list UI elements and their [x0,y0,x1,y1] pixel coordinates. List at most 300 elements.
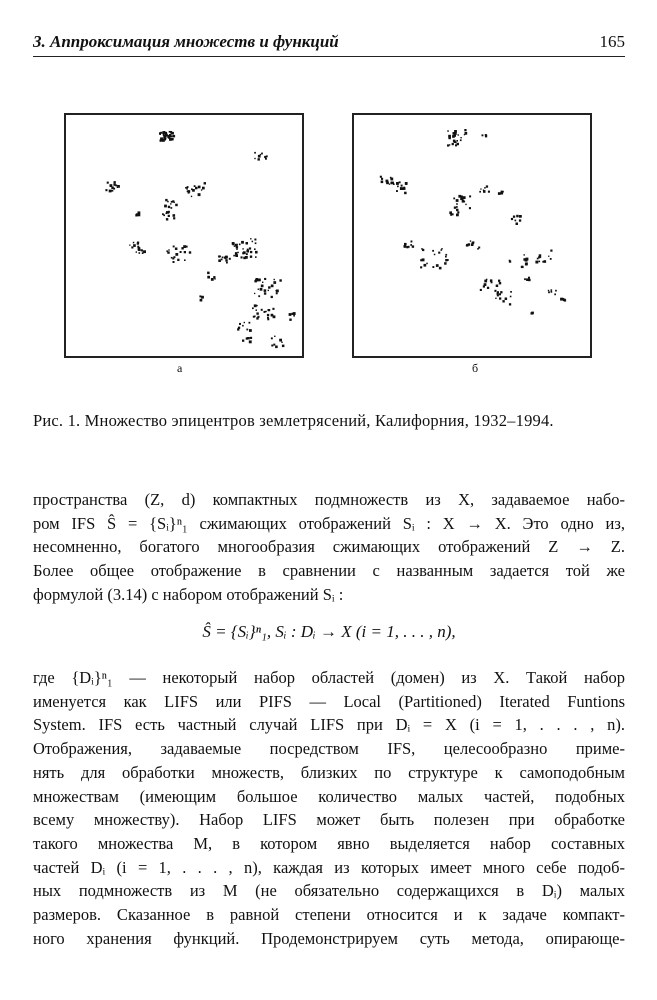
epicenter-dot [436,264,439,267]
epicenter-dot [498,192,501,195]
epicenter-dot [265,311,266,312]
epicenter-dot [516,223,519,226]
epicenter-dot [207,272,210,275]
epicenter-dot [535,261,538,264]
epicenter-dot [271,285,274,288]
epicenter-dot [225,259,227,261]
epicenter-dot [457,211,459,213]
epicenter-dot [247,337,249,339]
epicenter-dot [389,184,390,185]
epicenter-dot [195,187,198,190]
epicenter-dot [109,190,112,193]
epicenter-dot [165,134,168,137]
epicenter-dot [239,323,241,325]
epicenter-dot [214,278,215,279]
epicenter-dot [204,182,206,184]
epicenter-dot [183,245,186,248]
epicenter-dot [184,251,186,253]
running-header [33,30,625,58]
epicenter-dot [226,262,228,264]
epicenter-dot [509,303,511,305]
text-line: формулой (3.14) с набором отображений Sᵢ : [33,584,344,604]
header-rule [33,56,625,57]
epicenter-dot [468,243,471,246]
epicenter-dot [548,291,550,293]
epicenter-dot [450,214,452,216]
epicenter-dot [484,280,487,283]
epicenter-dot [192,189,195,192]
epicenter-dot [456,214,459,217]
epicenter-dot [246,253,248,255]
epicenter-dot [505,298,508,301]
epicenter-dot [497,294,499,296]
epicenter-dot [550,250,552,252]
epicenter-dot [254,293,255,294]
epicenter-dot [254,158,255,159]
epicenter-dot [249,340,252,343]
epicenter-dot [110,184,113,187]
epicenter-dot [274,279,275,280]
epicenter-dot [551,289,553,291]
epicenter-dot [252,307,254,309]
epicenter-dot [456,203,458,205]
epicenter-dot [420,259,422,261]
epicenter-dot [279,279,281,281]
epicenter-dot [261,153,263,155]
epicenter-dot [412,245,414,247]
epicenter-dot [218,259,221,262]
epicenter-dot [199,295,201,297]
epicenter-dot [267,318,269,320]
epicenter-dot [177,259,179,261]
epicenter-dot [393,183,395,185]
epicenter-dot [232,243,234,245]
epicenter-dot [548,256,549,257]
epicenter-dot [466,245,468,247]
epicenter-dot [471,243,474,246]
epicenter-dot [531,312,533,314]
epicenter-dot [424,264,427,267]
epicenter-dot [225,256,228,259]
epicenter-dot [260,288,263,291]
epicenter-dot [254,316,256,318]
epicenter-dot [252,241,254,243]
epicenter-dot [548,290,549,291]
epicenter-dot [163,133,165,135]
epicenter-dot [250,337,252,339]
epicenter-dot [189,251,191,253]
scatter-plot-a [66,115,302,356]
epicenter-dot [386,180,389,183]
epicenter-dot [160,134,161,135]
epicenter-dot [137,242,139,244]
epicenter-dot [465,204,466,205]
epicenter-dot [173,246,175,248]
epicenter-dot [139,249,141,251]
epicenter-dot [524,254,525,255]
epicenter-dot [497,292,499,294]
epicenter-dot [441,249,443,251]
epicenter-dot [478,247,480,249]
epicenter-dot [464,201,465,202]
epicenter-dot [482,134,484,136]
epicenter-dot [255,242,257,244]
epicenter-dot [188,190,191,193]
epicenter-dot [279,339,282,342]
epicenter-dot [169,134,171,136]
epicenter-dot [458,195,461,198]
epicenter-dot [173,256,175,258]
epicenter-dot [105,189,107,191]
epicenter-dot [554,294,556,296]
epicenter-dot [510,296,512,298]
epicenter-dot [470,240,471,241]
text-line: ных подмножеств из M (не обязательно содержащихся в Dᵢ) малых [33,881,625,901]
epicenter-dot [275,290,276,291]
epicenter-dot [242,340,244,342]
epicenter-dot [271,296,273,298]
epicenter-dot [256,317,258,319]
epicenter-dot [447,144,449,146]
epicenter-dot [265,158,267,160]
epicenter-dot [460,137,461,138]
epicenter-dot [495,298,496,299]
text-line: нять для обработки множеств, близких по структуре к самоподобным [33,762,625,782]
epicenter-dot [420,266,422,268]
epicenter-dot [221,259,223,261]
epicenter-dot [201,296,204,299]
epicenter-dot [275,346,278,349]
epicenter-dot [261,285,264,288]
epicenter-dot [520,215,522,217]
epicenter-dot [139,252,141,254]
epicenter-dot [268,290,269,291]
epicenter-dot [521,266,523,268]
epicenter-dot [447,259,449,261]
epicenter-dot [246,256,247,257]
epicenter-dot [185,187,187,189]
epicenter-dot [136,213,138,215]
epicenter-dot [168,206,170,208]
figure-panel-b [352,113,592,358]
epicenter-dot [246,250,249,253]
epicenter-dot [218,255,220,257]
epicenter-dot [173,261,175,263]
epicenter-dot [234,246,235,247]
epicenter-dot [237,328,239,330]
epicenter-dot [272,308,274,310]
epicenter-dot [500,291,502,293]
epicenter-dot [242,325,244,327]
epicenter-dot [411,241,413,243]
epicenter-dot [170,131,172,133]
epicenter-dot [444,262,447,265]
epicenter-dot [229,258,231,260]
epicenter-dot [405,182,408,185]
epicenter-dot [274,336,275,337]
epicenter-dot [187,186,189,188]
epicenter-dot [406,246,408,248]
epicenter-dot [401,188,403,190]
epicenter-dot [480,289,482,291]
epicenter-dot [516,215,519,218]
epicenter-dot [464,134,465,135]
epicenter-dot [455,144,457,146]
text-line: именуется как LIFS или PIFS — Local (Partitioned) Iterated Funtions [33,691,625,711]
epicenter-dot [510,291,512,293]
epicenter-dot [441,248,442,249]
epicenter-dot [264,311,266,313]
epicenter-dot [551,291,553,293]
epicenter-dot [256,312,258,314]
epicenter-dot [515,220,517,222]
text-line: Более общее отображение в сравнении с названным задается той же [33,561,625,581]
epicenter-dot [289,319,291,321]
epicenter-dot [258,155,261,158]
epicenter-dot [235,254,238,257]
epicenter-dot [480,188,481,189]
epicenter-dot [404,192,407,195]
epicenter-dot [487,287,489,289]
epicenter-dot [107,182,109,184]
epicenter-dot [513,216,515,218]
epicenter-dot [456,206,458,208]
epicenter-dot [483,191,485,193]
epicenter-dot [180,251,182,253]
epicenter-dot [255,251,258,254]
epicenter-dot [167,201,169,203]
epicenter-dot [460,198,462,200]
epicenter-dot [542,261,544,263]
epicenter-dot [498,280,500,282]
epicenter-dot [525,263,528,266]
epicenter-dot [262,282,263,283]
epicenter-dot [273,344,275,346]
epicenter-dot [264,289,267,292]
epicenter-dot [129,245,130,246]
epicenter-dot [453,140,456,143]
epicenter-dot [235,252,237,254]
epicenter-dot [390,178,393,181]
epicenter-dot [249,322,251,324]
epicenter-dot [194,185,196,187]
epicenter-dot [242,252,244,254]
paragraph-2 [33,666,625,950]
epicenter-dot [173,135,176,138]
epicenter-dot [273,281,276,284]
epicenter-dot [246,242,249,245]
epicenter-dot [432,266,434,268]
epicenter-dot [168,249,169,250]
epicenter-dot [258,289,259,290]
epicenter-dot [246,329,248,331]
epicenter-dot [282,345,285,348]
epicenter-dot [293,315,295,317]
epicenter-dot [136,251,137,252]
figure-caption: Рис. 1. Множество эпицентров землетрясений, Калифорния, 1932–1994. [33,411,554,430]
epicenter-dot [244,322,245,323]
epicenter-dot [453,198,455,200]
epicenter-dot [491,281,493,283]
epicenter-dot [426,263,428,265]
epicenter-dot [445,256,447,258]
epicenter-dot [201,189,202,190]
epicenter-dot [256,309,258,311]
epicenter-dot [380,176,382,178]
epicenter-dot [117,187,118,188]
epicenter-dot [258,295,260,297]
epicenter-dot [456,140,458,142]
epicenter-dot [163,214,165,216]
epicenter-dot [115,185,117,187]
epicenter-dot [453,135,454,136]
text-line: множествам (имеющим большое количество малых частей, подобных [33,786,625,806]
epicenter-dot [236,246,238,248]
epicenter-dot [250,256,252,258]
epicenter-dot [114,181,116,183]
epicenter-dot [264,292,266,294]
text-line: всему множеству). Набор LIFS может быть полезен при обработке [33,810,625,830]
epicenter-dot [211,278,214,281]
epicenter-dot [161,139,163,141]
epicenter-dot [175,253,178,256]
epicenter-dot [255,256,257,258]
epicenter-dot [499,297,501,299]
epicenter-dot [239,244,241,246]
epicenter-dot [447,130,449,132]
epicenter-dot [237,252,239,254]
epicenter-dot [381,181,384,184]
epicenter-dot [142,252,144,254]
epicenter-dot [562,298,564,300]
epicenter-dot [236,244,238,246]
page-number: 165 [599,32,625,51]
epicenter-dot [555,290,557,292]
epicenter-dot [281,342,282,343]
epicenter-dot [267,314,269,316]
epicenter-dot [222,257,224,259]
epicenter-dot [396,182,399,185]
epicenter-dot [456,199,459,202]
text-line: пространства (Z, d) компактных подмножеств из X, задаваемое набо- [33,490,625,509]
epicenter-dot [539,254,542,256]
epicenter-dot [163,135,165,137]
text-line: ного хранения функций. Продемонстрируем суть метода, опирающе- [33,928,625,948]
epicenter-dot [133,244,136,247]
epicenter-dot [112,190,114,192]
scatter-plot-b [354,115,590,356]
epicenter-dot [198,186,201,189]
epicenter-dot [526,258,529,261]
epicenter-dot [421,248,423,250]
figure-panel-a [64,113,304,358]
epicenter-dot [499,293,501,295]
paragraph-1 [33,488,625,607]
epicenter-dot [464,129,466,131]
epicenter-dot [164,205,167,208]
epicenter-dot [511,218,513,220]
epicenter-dot [261,309,263,311]
epicenter-dot [439,267,442,270]
epicenter-dot [171,138,173,140]
epicenter-dot [241,256,243,258]
epicenter-dot [139,212,140,213]
epicenter-dot [133,242,135,244]
epicenter-dot [452,143,454,145]
epicenter-dot [469,195,471,197]
epicenter-dot [254,304,257,307]
epicenter-dot [550,258,552,260]
epicenter-dot [254,239,256,241]
epicenter-dot [175,204,178,207]
epicenter-dot [254,152,256,154]
epicenter-dot [483,285,485,287]
epicenter-dot [460,139,462,141]
epicenter-dot [458,134,459,135]
epicenter-dot [250,251,252,253]
epicenter-dot [539,261,541,263]
epicenter-dot [397,186,399,188]
epicenter-dot [519,219,521,221]
epicenter-dot [171,257,173,259]
epicenter-dot [202,187,205,190]
epicenter-dot [258,158,260,160]
epicenter-dot [434,254,436,256]
epicenter-dot [113,188,115,190]
epicenter-dot [484,187,486,189]
epicenter-dot [200,299,203,302]
epicenter-dot [404,245,407,248]
epicenter-dot [198,193,201,196]
text-line: несомненно, богатого многообразия сжимающих отображений Z → Z. [33,537,625,557]
epicenter-dot [488,191,490,193]
epicenter-dot [191,196,192,197]
epicenter-dot [162,137,163,138]
text-line: Отображения, задаваемые посредством IFS, целесообразно приме- [33,739,625,759]
text-line: System. IFS есть частный случай LIFS при Dᵢ = X (i = 1, . . . , n). [33,715,625,735]
epicenter-dot [166,250,168,252]
epicenter-dot [207,276,210,279]
epicenter-dot [168,136,170,138]
epicenter-dot [173,214,176,217]
epicenter-dot [168,215,170,217]
epicenter-dot [141,249,143,251]
epicenter-dot [254,248,256,250]
epicenter-dot [526,278,529,281]
epicenter-dot [143,250,146,253]
text-line: где {Dᵢ}ⁿ₁ — некоторый набор областей (домен) из X. Такой набор [33,668,625,687]
epicenter-dot [494,290,496,292]
epicenter-dot [454,207,456,209]
text-line: частей Dᵢ (i = 1, . . . , n), каждая из которых имеет много себе подоб- [33,857,625,877]
epicenter-dot [170,203,171,204]
display-formula: Ŝ = {Sᵢ}ⁿ₁, Sᵢ : Dᵢ → X (i = 1, . . . , n), [202,622,456,641]
epicenter-dot [165,132,167,134]
text-line: такого множества M, в котором явно выделяется набор составных [33,833,625,853]
epicenter-dot [404,243,407,246]
epicenter-dot [257,279,259,281]
epicenter-dot [184,259,186,261]
epicenter-dot [171,201,173,203]
epicenter-dot [271,337,273,339]
epicenter-dot [496,285,499,288]
epicenter-dot [509,260,511,262]
epicenter-dot [293,312,296,315]
epicenter-dot [233,255,235,257]
epicenter-dot [236,249,237,250]
epicenter-dot [381,178,383,180]
epicenter-dot [456,209,459,212]
